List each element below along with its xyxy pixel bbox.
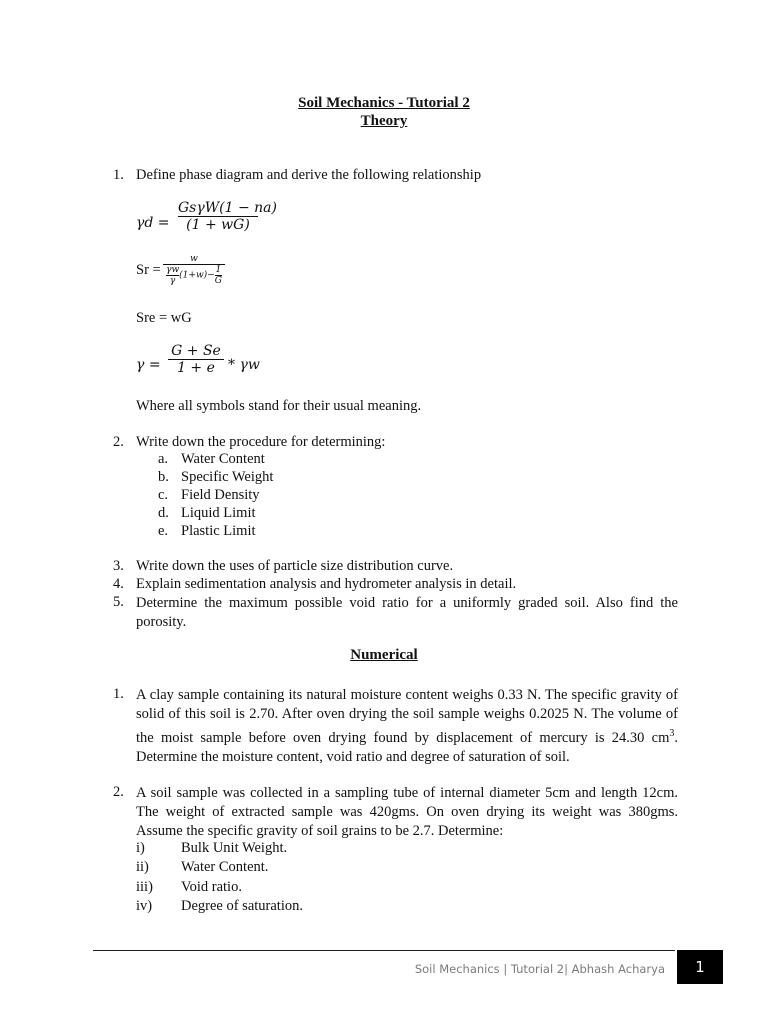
question-number: 1. <box>113 167 124 183</box>
list-label: iii) <box>136 879 153 895</box>
numerical-q1-text-a: A clay sample containing its natural moisture content weighs 0.33 N. The specific gravity of solid of this soil is 2.70. After oven drying the soil sample weighs 0.2025 N. The volume of the moist sample before oven drying found by displacement of mercury is 24.30 cm <box>136 687 678 746</box>
footer-text: Soil Mechanics | Tutorial 2| Abhash Acharya <box>414 962 665 976</box>
list-item: Degree of saturation. <box>181 898 303 914</box>
equation-1-denominator: (1 + wG) <box>186 217 250 233</box>
page-number: 1 <box>677 950 723 984</box>
question-number: 1. <box>113 686 124 702</box>
equation-2-denominator <box>163 265 225 286</box>
list-item: Water Content. <box>181 859 269 875</box>
equation-1-fraction <box>178 200 277 233</box>
equation-4-rhs: * γw <box>228 357 260 373</box>
question-text: Define phase diagram and derive the following relationship <box>136 167 482 183</box>
equation-4-fraction <box>168 343 224 376</box>
list-item: Void ratio. <box>181 879 242 895</box>
list-item: Liquid Limit <box>181 505 256 521</box>
footer-divider <box>93 950 675 951</box>
question-text <box>136 686 678 767</box>
question-text: Explain sedimentation analysis and hydrometer analysis in detail. <box>136 576 517 592</box>
question-text: Determine the maximum possible void ratio for a uniformly graded soil. Also find the porosity. <box>136 595 678 630</box>
list-item: Field Density <box>181 487 260 503</box>
equation-2-numerator: w <box>190 254 198 264</box>
list-label: e. <box>158 523 169 539</box>
question-number: 5. <box>113 594 124 610</box>
superscript: 3 <box>669 728 675 739</box>
page-title: Soil Mechanics - Tutorial 2 <box>298 95 470 111</box>
equation-3: Sre = wG <box>136 310 192 326</box>
section-title-numerical: Numerical <box>350 647 418 663</box>
section-title-theory: Theory <box>360 113 408 129</box>
list-label: iv) <box>136 898 153 914</box>
list-label: i) <box>136 840 145 856</box>
eq2-g: G <box>214 276 222 286</box>
list-item: Bulk Unit Weight. <box>181 840 288 856</box>
eq2-gamma: γ <box>169 276 176 286</box>
question-number: 2. <box>113 784 124 800</box>
question-text: A soil sample was collected in a sampling tube of internal diameter 5cm and length 12cm. The weight of extracted sample was 420gms. On oven drying its weight was 380gms. Assume the specific gravity of soil grains to be 2.7. Determine: <box>136 785 678 839</box>
equation-4-lhs: γ = <box>136 357 161 373</box>
list-label: ii) <box>136 859 149 875</box>
list-item: Water Content <box>181 451 265 467</box>
equation-4-denominator: 1 + e <box>177 360 215 376</box>
list-item: Plastic Limit <box>181 523 256 539</box>
eq2-gamma-w: γw <box>166 265 180 275</box>
list-label: b. <box>158 469 169 485</box>
equation-2-fraction <box>163 254 225 286</box>
numerical-q1-text-b: . Determine the moisture content, void ratio and degree of saturation of soil. <box>136 729 678 765</box>
question-number: 4. <box>113 576 124 592</box>
eq2-term: (1+w)− <box>179 270 215 281</box>
equation-2-lhs: Sr = <box>136 262 161 278</box>
equation-1-lhs: γd = <box>136 215 170 231</box>
symbols-note: Where all symbols stand for their usual meaning. <box>136 398 422 414</box>
list-label: c. <box>158 487 169 503</box>
question-text: Write down the procedure for determining: <box>136 434 386 450</box>
list-item: Specific Weight <box>181 469 274 485</box>
equation-1-numerator: GsγW(1 − na) <box>178 200 277 216</box>
list-label: a. <box>158 451 169 467</box>
question-number: 3. <box>113 558 124 574</box>
equation-4-numerator: G + Se <box>171 343 221 359</box>
question-number: 2. <box>113 434 124 450</box>
eq2-one: 1 <box>215 265 222 275</box>
question-text: Write down the uses of particle size distribution curve. <box>136 558 454 574</box>
list-label: d. <box>158 505 169 521</box>
